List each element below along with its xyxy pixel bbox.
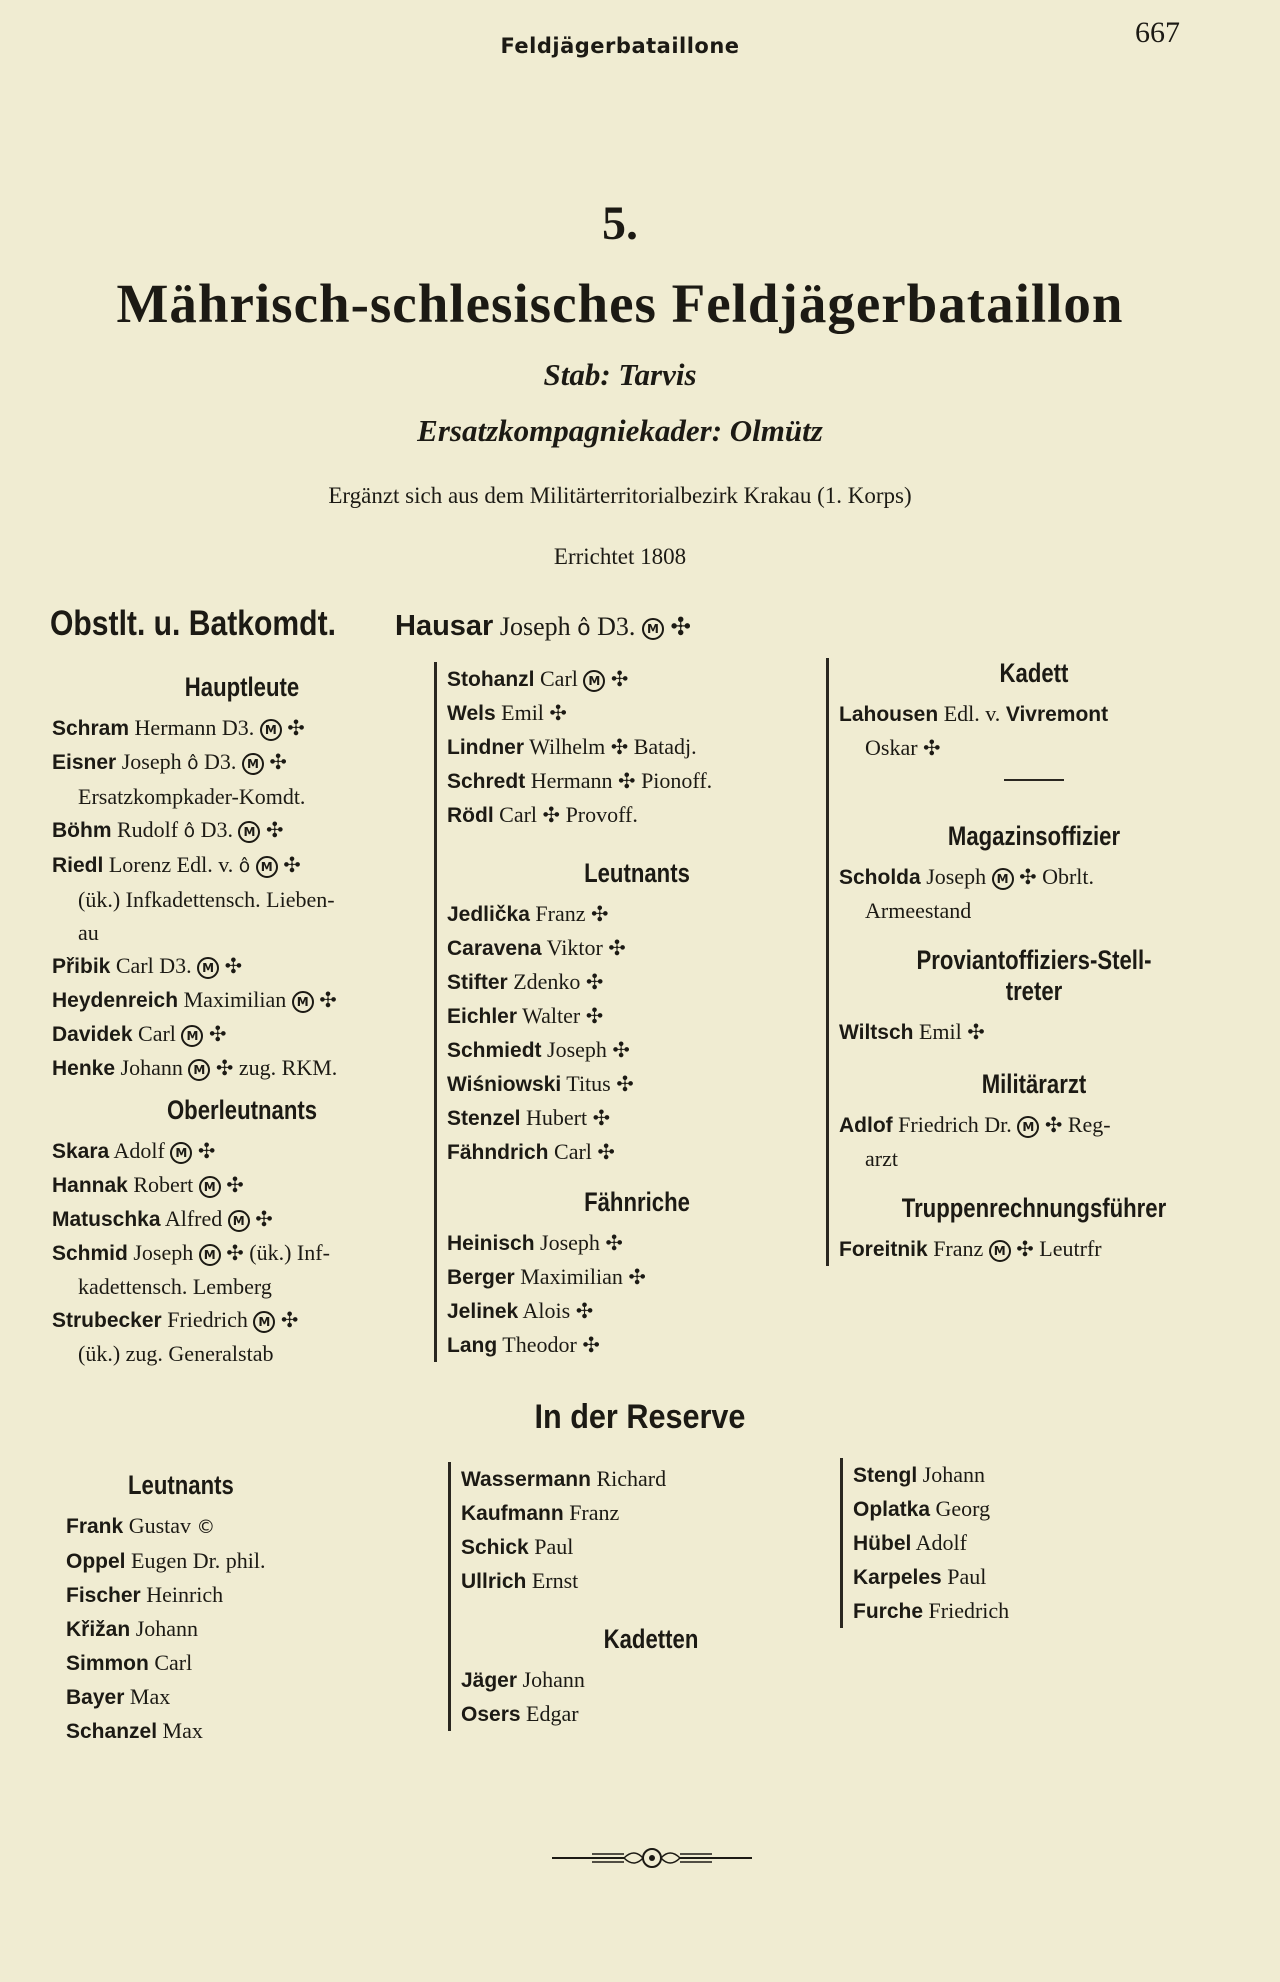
- unit-number: 5.: [602, 197, 638, 250]
- list-item: Davidek Carl M ✣: [52, 1021, 227, 1046]
- cross-icon: ✣: [280, 1308, 299, 1332]
- cross-icon: ✣: [670, 612, 692, 641]
- cross-icon: ✣: [967, 1020, 985, 1044]
- list-item-continuation: Oskar ✣: [865, 735, 941, 760]
- heading-leutnants: Leutnants: [584, 858, 690, 888]
- signum-icon: M: [256, 856, 278, 878]
- list-item: Jäger Johann: [461, 1667, 585, 1692]
- list-item: Stifter Zdenko ✣: [447, 969, 604, 994]
- heading-militaerarzt: Militärarzt: [981, 1069, 1087, 1099]
- heading-truppenrechnungsfuehrer: Truppenrechnungsführer: [901, 1193, 1167, 1223]
- list-item: Simmon Carl: [66, 1650, 193, 1675]
- signum-icon: M: [583, 670, 605, 692]
- list-item: Foreitnik Franz M ✣ Leutrfr: [839, 1236, 1102, 1261]
- cross-icon: ✣: [283, 853, 301, 877]
- running-title: Feldjägerbataillone: [500, 34, 740, 58]
- heading-proviant-2: treter: [1005, 976, 1063, 1006]
- cross-icon: ✣: [597, 1140, 615, 1164]
- list-item: Riedl Lorenz Edl. v. ô M ✣: [52, 852, 301, 877]
- heading-proviant: Proviantoffiziers-Stell-: [916, 945, 1152, 975]
- list-item: Lahousen Edl. v. Vivremont: [839, 701, 1109, 726]
- copyright-icon: ©: [196, 1517, 216, 1538]
- list-item: Hannak Robert M ✣: [52, 1172, 244, 1197]
- list-item: Stohanzl Carl M ✣: [447, 666, 629, 691]
- list-item: Přibik Carl D3. M ✣: [52, 953, 243, 978]
- cross-icon: ✣: [215, 1056, 234, 1080]
- cross-icon: ✣: [608, 936, 626, 960]
- column-1: [52, 672, 432, 1370]
- commander-rank: Obstlt. u. Batkomdt.: [50, 604, 336, 643]
- list-item: Wels Emil ✣: [447, 700, 567, 725]
- list-item: Stengl Johann: [853, 1462, 985, 1487]
- list-item: Frank Gustav ©: [66, 1513, 216, 1538]
- list-item: Böhm Rudolf ô D3. M ✣: [52, 817, 284, 842]
- list-item: Lindner Wilhelm ✣ Batadj.: [447, 734, 697, 759]
- cross-icon: ✣: [610, 735, 629, 759]
- list-item: Henke Johann M ✣ zug. RKM.: [52, 1055, 338, 1080]
- list-item: Adlof Friedrich Dr. M ✣ Reg-: [839, 1112, 1111, 1137]
- cross-icon: ✣: [255, 1207, 273, 1231]
- list-item: Jelinek Alois ✣: [447, 1298, 594, 1323]
- cross-icon: ✣: [585, 970, 604, 994]
- cross-icon: ✣: [197, 1139, 216, 1163]
- list-item: Oplatka Georg: [853, 1496, 991, 1521]
- cross-icon: ✣: [1016, 1237, 1034, 1261]
- cross-icon: ✣: [265, 818, 284, 842]
- cross-icon: ✣: [319, 988, 337, 1012]
- ersatz-line: Ersatzkompagniekader: Olmütz: [417, 413, 823, 448]
- list-item: Furche Friedrich: [853, 1598, 1010, 1623]
- list-item: Rödl Carl ✣ Provoff.: [447, 802, 638, 827]
- list-item: Wassermann Richard: [461, 1466, 667, 1491]
- signum-icon: M: [989, 1240, 1011, 1262]
- signum-icon: M: [188, 1059, 210, 1081]
- cross-icon: ✣: [1044, 1113, 1063, 1137]
- signum-icon: M: [992, 868, 1014, 890]
- signum-icon: M: [199, 1244, 221, 1266]
- signum-icon: M: [181, 1025, 203, 1047]
- list-item: Karpeles Paul: [853, 1564, 987, 1589]
- badge-icon: ô: [238, 856, 251, 877]
- cross-icon: ✣: [610, 667, 629, 691]
- separator-rule: [1004, 779, 1064, 781]
- list-item: Kaufmann Franz: [461, 1500, 620, 1525]
- list-item: Fischer Heinrich: [66, 1582, 224, 1607]
- commander-surname: Hausar: [395, 610, 494, 642]
- cross-icon: ✣: [269, 750, 287, 774]
- list-item: Berger Maximilian ✣: [447, 1264, 646, 1289]
- cross-icon: ✣: [226, 1241, 244, 1265]
- reserve-column-3: [840, 1458, 1233, 1628]
- cross-icon: ✣: [923, 736, 941, 760]
- reserve-column-2: [448, 1462, 841, 1731]
- list-item: Ullrich Ernst: [461, 1568, 579, 1593]
- signum-icon: M: [642, 618, 664, 640]
- cross-icon: ✣: [585, 1004, 604, 1028]
- list-item: Schmid Joseph M ✣ (ük.) Inf-: [52, 1240, 330, 1265]
- cross-icon: ✣: [575, 1299, 594, 1323]
- list-item: Strubecker Friedrich M ✣: [52, 1307, 299, 1332]
- heading-reserve-leutnants: Leutnants: [128, 1470, 234, 1500]
- list-item: Wiśniowski Titus ✣: [447, 1071, 634, 1096]
- list-item: Wiltsch Emil ✣: [839, 1019, 985, 1044]
- signum-icon: M: [170, 1142, 192, 1164]
- list-item: Caravena Viktor ✣: [447, 935, 626, 960]
- list-item: Stenzel Hubert ✣: [447, 1105, 611, 1130]
- entry-note: arzt: [865, 1146, 898, 1171]
- heading-kadett: Kadett: [999, 658, 1069, 688]
- list-item: Schanzel Max: [66, 1718, 203, 1743]
- list-item: Křižan Johann: [66, 1616, 199, 1641]
- cross-icon: ✣: [582, 1333, 600, 1357]
- cross-icon: ✣: [224, 954, 243, 978]
- cross-icon: ✣: [549, 701, 567, 725]
- entry-note: (ük.) Infkadettensch. Lieben-: [78, 887, 335, 912]
- badge-icon: ô: [183, 821, 196, 842]
- list-item: Schram Hermann D3. M ✣: [52, 715, 305, 740]
- stab-line: Stab: Tarvis: [543, 357, 697, 392]
- list-item: Bayer Max: [66, 1684, 171, 1709]
- signum-icon: M: [199, 1176, 221, 1198]
- list-item: Schick Paul: [461, 1534, 574, 1559]
- commander-firstname: Joseph: [499, 612, 571, 641]
- signum-icon: M: [260, 719, 282, 741]
- reserve-column-1: [66, 1470, 426, 1748]
- cross-icon: ✣: [542, 803, 561, 827]
- cross-icon: ✣: [226, 1173, 244, 1197]
- cross-icon: ✣: [287, 716, 305, 740]
- commander-d3: D3.: [597, 612, 636, 641]
- list-item: Fähndrich Carl ✣: [447, 1139, 615, 1164]
- heading-magazinsoffizier: Magazinsoffizier: [947, 821, 1121, 851]
- signum-icon: M: [292, 991, 314, 1013]
- column-3: [826, 658, 1229, 1266]
- signum-icon: M: [1017, 1116, 1039, 1138]
- list-item: Heydenreich Maximilian M ✣: [52, 987, 337, 1012]
- end-ornament-icon: [552, 1843, 752, 1873]
- list-item: Eichler Walter ✣: [447, 1003, 604, 1028]
- badge-icon: ô: [187, 753, 199, 774]
- unit-title: Mährisch-schlesisches Feldjägerbataillon: [116, 273, 1124, 334]
- cross-icon: ✣: [628, 1265, 646, 1289]
- cross-icon: ✣: [616, 1072, 634, 1096]
- reserve-heading: In der Reserve: [534, 1398, 746, 1436]
- cross-icon: ✣: [1019, 865, 1037, 889]
- heading-faehnriche: Fähnriche: [584, 1187, 690, 1217]
- recruitment-line: Ergänzt sich aus dem Militärterritorialbezirk Krakau (1. Korps): [328, 483, 912, 508]
- list-item: Heinisch Joseph ✣: [447, 1230, 623, 1255]
- list-item: Matuschka Alfred M ✣: [52, 1206, 273, 1231]
- cross-icon: ✣: [605, 1231, 623, 1255]
- signum-icon: M: [197, 957, 219, 979]
- cross-icon: ✣: [618, 769, 636, 793]
- signum-icon: M: [253, 1311, 275, 1333]
- entry-note: au: [78, 920, 99, 945]
- list-item: Schredt Hermann ✣ Pionoff.: [447, 768, 713, 793]
- list-item: Lang Theodor ✣: [447, 1332, 600, 1357]
- signum-icon: M: [238, 821, 260, 843]
- list-item: Scholda Joseph M ✣ Obrlt.: [839, 864, 1095, 889]
- column-2: [434, 662, 827, 1362]
- entry-note: (ük.) zug. Generalstab: [78, 1341, 274, 1366]
- list-item: Eisner Joseph ô D3. M ✣: [52, 749, 287, 774]
- list-item: Oppel Eugen Dr. phil.: [66, 1548, 266, 1573]
- heading-hauptleute: Hauptleute: [184, 672, 300, 702]
- page-number: 667: [1135, 16, 1180, 49]
- list-item: Skara Adolf M ✣: [52, 1138, 216, 1163]
- cross-icon: ✣: [208, 1022, 227, 1046]
- entry-note: Armeestand: [865, 898, 972, 923]
- heading-oberleutnants: Oberleutnants: [166, 1095, 318, 1125]
- cross-icon: ✣: [612, 1038, 630, 1062]
- list-item: Jedlička Franz ✣: [447, 901, 609, 926]
- entry-note: Ersatzkompkader-Komdt.: [78, 784, 306, 809]
- badge-icon: ô: [577, 615, 591, 641]
- heading-kadetten: Kadetten: [603, 1624, 699, 1654]
- list-item: Hübel Adolf: [853, 1530, 967, 1555]
- signum-icon: M: [242, 753, 264, 775]
- entry-note: kadettensch. Lemberg: [78, 1274, 272, 1299]
- list-item: Osers Edgar: [461, 1701, 579, 1726]
- list-item: Schmiedt Joseph ✣: [447, 1037, 630, 1062]
- cross-icon: ✣: [591, 902, 609, 926]
- commander-row: [50, 604, 1230, 644]
- established-line: Errichtet 1808: [553, 544, 687, 569]
- signum-icon: M: [228, 1210, 250, 1232]
- cross-icon: ✣: [592, 1106, 611, 1130]
